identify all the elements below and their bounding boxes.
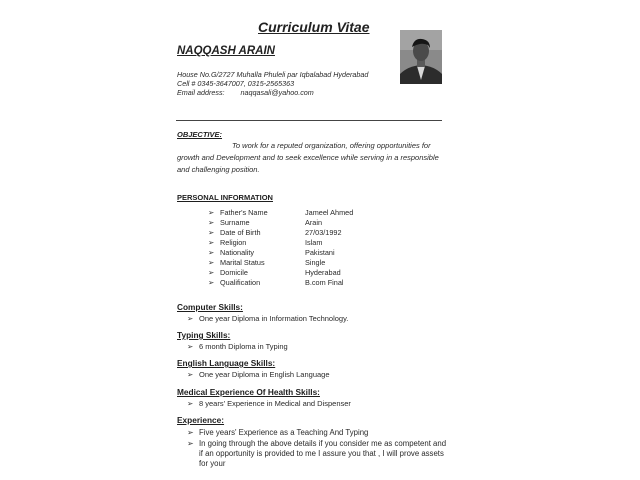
experience-text-continued: if an opportunity is provided to me I assure you that , I will prove assets — [199, 449, 444, 458]
objective-line: To work for a reputed organization, offering opportunities for — [232, 141, 431, 150]
medical-skills-heading: Medical Experience Of Health Skills: — [177, 387, 320, 397]
personal-info-row — [208, 208, 353, 217]
bullet-arrow-icon: ➢ — [208, 258, 215, 267]
cell-line: Cell # 0345-3647007, 0315-2565363 — [177, 79, 295, 88]
personal-info-label: Date of Birth — [220, 228, 261, 237]
bullet-arrow-icon: ➢ — [187, 428, 194, 437]
personal-info-value: Jameel Ahmed — [305, 208, 354, 217]
bullet-arrow-icon: ➢ — [187, 314, 194, 323]
bullet-arrow-icon: ➢ — [208, 278, 215, 287]
personal-info-label: Father's Name — [220, 208, 268, 217]
email-line — [177, 88, 314, 97]
personal-info-value: Single — [305, 258, 326, 267]
personal-info-value: Arain — [305, 218, 323, 227]
objective-heading: OBJECTIVE: — [177, 130, 223, 139]
computer-skills-item — [187, 314, 348, 323]
bullet-arrow-icon: ➢ — [187, 342, 194, 351]
computer-skills-heading: Computer Skills: — [177, 302, 243, 312]
personal-info-label: Surname — [220, 218, 250, 227]
experience-text-continued: for your — [199, 459, 226, 468]
personal-info-row — [208, 248, 335, 257]
personal-info-label: Nationality — [220, 248, 255, 257]
personal-info-row — [208, 228, 342, 237]
experience-item — [187, 428, 368, 437]
personal-info-row — [208, 238, 322, 247]
typing-skills-item — [187, 342, 288, 351]
bullet-arrow-icon: ➢ — [208, 218, 215, 227]
personal-info-row — [208, 218, 322, 227]
personal-info-value: Hyderabad — [305, 268, 341, 277]
personal-info-label: Marital Status — [220, 258, 265, 267]
bullet-arrow-icon: ➢ — [187, 370, 194, 379]
bullet-arrow-icon: ➢ — [208, 268, 215, 277]
objective-line: and challenging position. — [177, 165, 260, 174]
profile-photo-graphic — [400, 30, 442, 84]
profile-photo — [400, 30, 442, 84]
personal-info-value: Pakistani — [305, 248, 335, 257]
experience-item — [187, 439, 446, 448]
bullet-arrow-icon: ➢ — [187, 439, 194, 448]
personal-info-heading: PERSONAL INFORMATION — [177, 193, 273, 202]
english-skills-text: One year Diploma in English Language — [199, 370, 330, 379]
bullet-arrow-icon: ➢ — [208, 238, 215, 247]
personal-info-row — [208, 278, 344, 287]
address-line: House No.G/2727 Muhalla Phuleli par Iqbalabad Hyderabad — [177, 70, 369, 79]
email-value: naqqasali@yahoo.com — [240, 88, 314, 97]
personal-info-row — [208, 258, 325, 267]
personal-info-label: Religion — [220, 238, 247, 247]
experience-heading: Experience: — [177, 415, 225, 425]
medical-skills-text: 8 years' Experience in Medical and Dispenser — [199, 399, 351, 408]
email-label: Email address: — [177, 88, 225, 97]
computer-skills-text: One year Diploma in Information Technology. — [199, 314, 349, 323]
personal-info-label: Qualification — [220, 278, 261, 287]
personal-info-row — [208, 268, 341, 277]
cv-title: Curriculum Vitae — [258, 19, 370, 35]
english-skills-heading: English Language Skills: — [177, 358, 276, 368]
personal-info-value: 27/03/1992 — [305, 228, 342, 237]
experience-text: In going through the above details if you consider me as competent and — [199, 439, 447, 448]
english-skills-item — [187, 370, 330, 379]
bullet-arrow-icon: ➢ — [208, 208, 215, 217]
candidate-name: NAQQASH ARAIN — [177, 45, 275, 57]
experience-text: Five years' Experience as a Teaching And Typing — [199, 428, 369, 437]
personal-info-value: Islam — [305, 238, 323, 247]
personal-info-label: Domicile — [220, 268, 248, 277]
bullet-arrow-icon: ➢ — [208, 228, 215, 237]
bullet-arrow-icon: ➢ — [208, 248, 215, 257]
objective-line: growth and Development and to seek excellence while serving in a responsible — [177, 153, 439, 162]
typing-skills-text: 6 month Diploma in Typing — [199, 342, 288, 351]
personal-info-value: B.com Final — [305, 278, 344, 287]
bullet-arrow-icon: ➢ — [187, 399, 194, 408]
medical-skills-item — [187, 399, 351, 408]
header-divider — [176, 120, 442, 121]
typing-skills-heading: Typing Skills: — [177, 330, 231, 340]
